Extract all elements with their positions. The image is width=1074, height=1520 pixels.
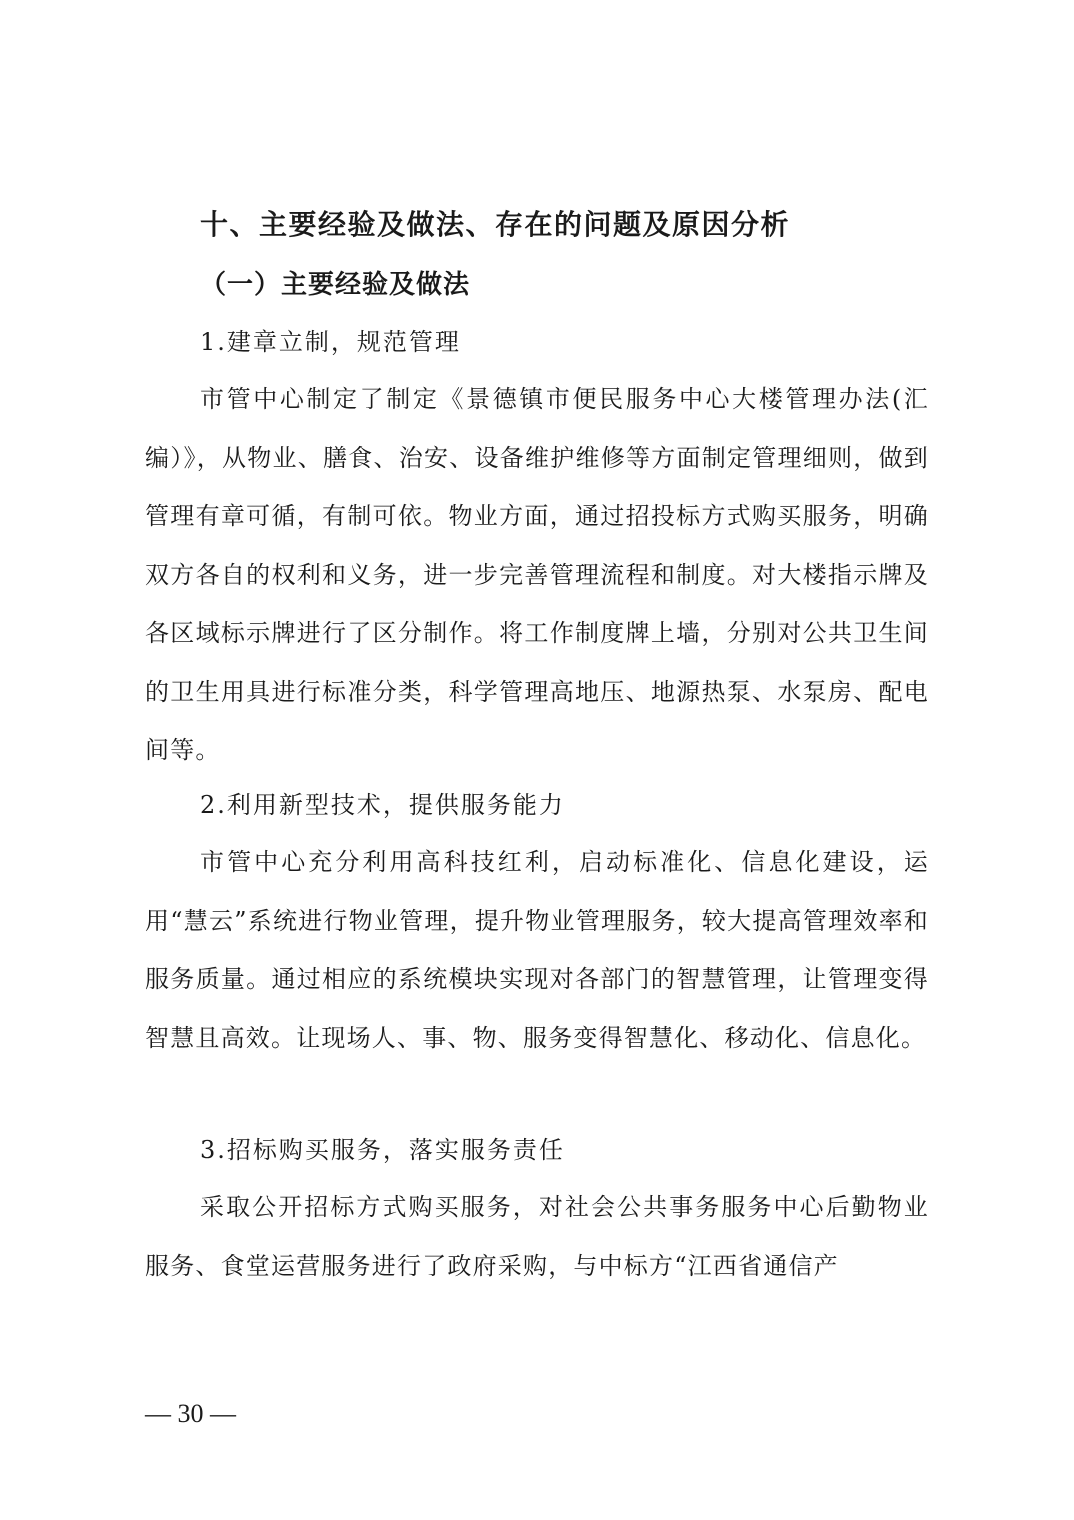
paragraph-1: 市管中心制定了制定《景德镇市便民服务中心大楼管理办法(汇编）》，从物业、膳食、治安、设备维护维修等方面制定管理细则，做到管理有章可循，有制可依。物业方面，通过招投标方式购买服务，明确双方各自的权利和义务，进一步完善管理流程和制度。对大楼指示牌及各区域标示牌进行了区分制作。将工作制度牌上墙，分别对公共卫生间的卫生用具进行标准分类，科学管理高地压、地源热泵、水泵房、配电间等。 bbox=[145, 385, 929, 764]
subsection-heading: （一）主要经验及做法 bbox=[200, 270, 471, 300]
section-heading: 十、主要经验及做法、存在的问题及原因分析 bbox=[200, 208, 791, 241]
item-heading-2: 2.利用新型技术，提供服务能力 bbox=[200, 791, 565, 819]
item-heading-1: 1.建章立制，规范管理 bbox=[200, 328, 461, 356]
item-heading-3: 3.招标购买服务，落实服务责任 bbox=[200, 1136, 565, 1164]
page-number: — 30 — bbox=[145, 1399, 236, 1428]
paragraph-3: 采取公开招标方式购买服务，对社会公共事务服务中心后勤物业服务、食堂运营服务进行了政府采购，与中标方“江西省通信产 bbox=[145, 1193, 929, 1280]
paragraph-2: 市管中心充分利用高科技红利，启动标准化、信息化建设，运用“慧云”系统进行物业管理，提升物业管理服务，较大提高管理效率和服务质量。通过相应的系统模块实现对各部门的智慧管理，让管理变得智慧且高效。让现场人、事、物、服务变得智慧化、移动化、信息化。 bbox=[145, 848, 929, 1052]
